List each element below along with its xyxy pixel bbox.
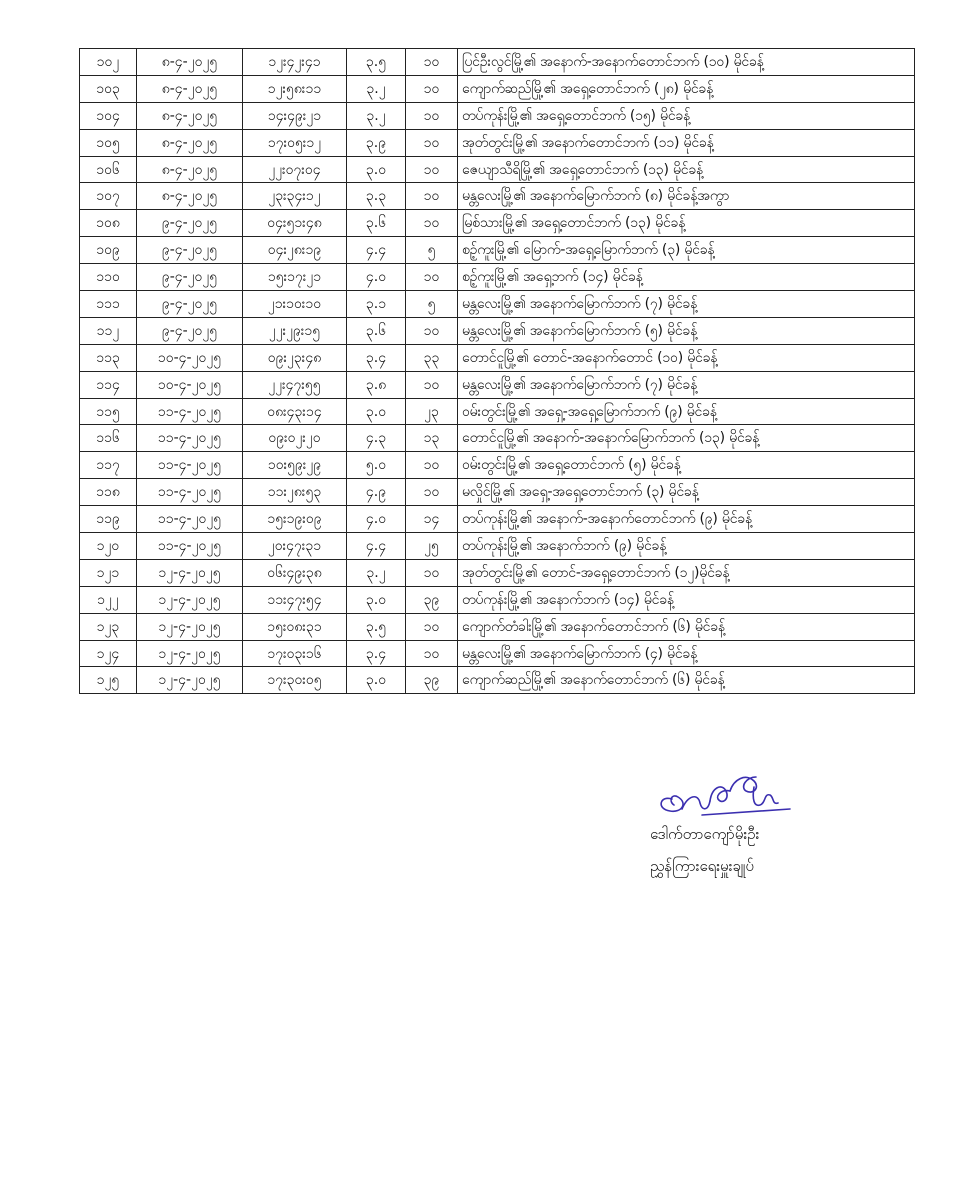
time-cell: ၂၂း၀၇း၀၄ (243, 156, 347, 183)
event-number-cell: ၁၁၆ (80, 425, 137, 452)
date-cell: ၁၁-၄-၂၀၂၅ (137, 533, 243, 560)
event-number-cell: ၁၂၅ (80, 667, 137, 694)
magnitude-cell: ၃.၀ (347, 667, 406, 694)
magnitude-cell: ၄.၄ (347, 533, 406, 560)
magnitude-cell: ၃.၈ (347, 371, 406, 398)
date-cell: ၁၁-၄-၂၀၂၅ (137, 452, 243, 479)
location-cell: စဥ့်ကူးမြို့၏ မြောက်-အရှေ့မြောက်ဘက် (၃) မိုင်ခန့် (458, 237, 915, 264)
depth-cell: ၁၀ (406, 613, 458, 640)
date-cell: ၁၂-၄-၂၀၂၅ (137, 640, 243, 667)
table-row (80, 344, 915, 371)
table-row (80, 210, 915, 237)
location-cell: မန္တလေးမြို့၏ အနောက်မြောက်ဘက် (၇) မိုင်ခန့် (458, 291, 915, 318)
location-cell: ဝမ်းတွင်းမြို့၏ အရှေ့-အရှေ့မြောက်ဘက် (၉) မိုင်ခန့် (458, 398, 915, 425)
event-number-cell: ၁၁၁ (80, 291, 137, 318)
table-row (80, 613, 915, 640)
handwritten-signature (642, 765, 792, 827)
depth-cell: ၃၉ (406, 667, 458, 694)
time-cell: ၂၃း၃၄း၁၂ (243, 183, 347, 210)
event-number-cell: ၁၀၉ (80, 237, 137, 264)
location-cell: ဇေယျာသီရိမြို့၏ အရှေ့တောင်ဘက် (၁၃) မိုင်ခန့် (458, 156, 915, 183)
location-cell: တောင်ငူမြို့၏ တောင်-အနောက်တောင် (၁၀) မိုင်ခန့် (458, 344, 915, 371)
magnitude-cell: ၄.၀ (347, 506, 406, 533)
event-number-cell: ၁၀၆ (80, 156, 137, 183)
date-cell: ၉-၄-၂၀၂၅ (137, 291, 243, 318)
date-cell: ၉-၄-၂၀၂၅ (137, 317, 243, 344)
depth-cell: ၁၀ (406, 452, 458, 479)
depth-cell: ၅ (406, 291, 458, 318)
event-number-cell: ၁၀၈ (80, 210, 137, 237)
magnitude-cell: ၃.၄ (347, 640, 406, 667)
signatory-title: ညွှန်ကြားရေးမှူးချုပ် (650, 857, 754, 875)
magnitude-cell: ၃.၃ (347, 183, 406, 210)
date-cell: ၁၂-၄-၂၀၂၅ (137, 667, 243, 694)
table-row (80, 183, 915, 210)
event-number-cell: ၁၀၅ (80, 129, 137, 156)
time-cell: ၂၁း၁၀း၁၀ (243, 291, 347, 318)
date-cell: ၁၁-၄-၂၀၂၅ (137, 425, 243, 452)
depth-cell: ၁၀ (406, 371, 458, 398)
magnitude-cell: ၃.၉ (347, 129, 406, 156)
date-cell: ၁၀-၄-၂၀၂၅ (137, 344, 243, 371)
event-number-cell: ၁၂၂ (80, 586, 137, 613)
depth-cell: ၂၅ (406, 533, 458, 560)
event-number-cell: ၁၀၄ (80, 102, 137, 129)
time-cell: ၁၇း၀၃း၁၆ (243, 640, 347, 667)
table-row (80, 506, 915, 533)
date-cell: ၈-၄-၂၀၂၅ (137, 183, 243, 210)
date-cell: ၁၂-၄-၂၀၂၅ (137, 613, 243, 640)
table-row (80, 291, 915, 318)
location-cell: မြစ်သားမြို့၏ အရှေ့တောင်ဘက် (၁၃) မိုင်ခန့် (458, 210, 915, 237)
earthquake-table (79, 48, 915, 694)
table-row (80, 559, 915, 586)
magnitude-cell: ၃.၁ (347, 291, 406, 318)
magnitude-cell: ၃.၀ (347, 398, 406, 425)
date-cell: ၈-၄-၂၀၂၅ (137, 102, 243, 129)
date-cell: ၉-၄-၂၀၂၅ (137, 264, 243, 291)
depth-cell: ၁၀ (406, 264, 458, 291)
location-cell: တပ်ကုန်းမြို့၏ အရှေ့တောင်ဘက် (၁၅) မိုင်ခန့် (458, 102, 915, 129)
table-row (80, 102, 915, 129)
table-row (80, 398, 915, 425)
time-cell: ၀၉း၀၂း၂၀ (243, 425, 347, 452)
magnitude-cell: ၄.၉ (347, 479, 406, 506)
event-number-cell: ၁၁၅ (80, 398, 137, 425)
table-row (80, 586, 915, 613)
time-cell: ၁၁း၄၇း၅၄ (243, 586, 347, 613)
location-cell: မန္တလေးမြို့၏ အနောက်မြောက်ဘက် (၇) မိုင်ခန့် (458, 371, 915, 398)
depth-cell: ၁၀ (406, 102, 458, 129)
date-cell: ၈-၄-၂၀၂၅ (137, 156, 243, 183)
depth-cell: ၁၄ (406, 506, 458, 533)
date-cell: ၈-၄-၂၀၂၅ (137, 49, 243, 76)
time-cell: ၁၂း၄၂း၄၁ (243, 49, 347, 76)
time-cell: ၁၅း၁၇း၂၁ (243, 264, 347, 291)
table-row (80, 425, 915, 452)
event-number-cell: ၁၁၈ (80, 479, 137, 506)
location-cell: မလှိုင်မြို့၏ အရှေ့-အရှေ့တောင်ဘက် (၃) မိုင်ခန့် (458, 479, 915, 506)
location-cell: တောင်ငူမြို့၏ အနောက်-အနောက်မြောက်ဘက် (၁၃) မိုင်ခန့် (458, 425, 915, 452)
time-cell: ၂၂း၄၇း၅၅ (243, 371, 347, 398)
earthquake-table-body (80, 49, 915, 694)
date-cell: ၉-၄-၂၀၂၅ (137, 210, 243, 237)
date-cell: ၁၁-၄-၂၀၂၅ (137, 506, 243, 533)
magnitude-cell: ၅.၀ (347, 452, 406, 479)
time-cell: ၁၁း၂၈း၅၃ (243, 479, 347, 506)
event-number-cell: ၁၀၃ (80, 75, 137, 102)
event-number-cell: ၁၁၃ (80, 344, 137, 371)
event-number-cell: ၁၁၂ (80, 317, 137, 344)
signature-block (640, 765, 840, 890)
date-cell: ၉-၄-၂၀၂၅ (137, 237, 243, 264)
magnitude-cell: ၃.၂ (347, 559, 406, 586)
date-cell: ၈-၄-၂၀၂၅ (137, 129, 243, 156)
date-cell: ၁၂-၄-၂၀၂၅ (137, 586, 243, 613)
location-cell: ဝမ်းတွင်းမြို့၏ အရှေ့တောင်ဘက် (၅) မိုင်ခန့် (458, 452, 915, 479)
magnitude-cell: ၄.၀ (347, 264, 406, 291)
magnitude-cell: ၃.၄ (347, 344, 406, 371)
event-number-cell: ၁၁၀ (80, 264, 137, 291)
depth-cell: ၁၀ (406, 129, 458, 156)
date-cell: ၈-၄-၂၀၂၅ (137, 75, 243, 102)
depth-cell: ၁၃ (406, 425, 458, 452)
time-cell: ၁၇း၃၀း၀၅ (243, 667, 347, 694)
time-cell: ၀၈း၄၃း၁၄ (243, 398, 347, 425)
table-row (80, 75, 915, 102)
table-row (80, 667, 915, 694)
depth-cell: ၁၀ (406, 559, 458, 586)
location-cell: မန္တလေးမြို့၏ အနောက်မြောက်ဘက် (၅) မိုင်ခန့် (458, 317, 915, 344)
magnitude-cell: ၃.၆ (347, 317, 406, 344)
date-cell: ၁၁-၄-၂၀၂၅ (137, 479, 243, 506)
depth-cell: ၁၀ (406, 479, 458, 506)
depth-cell: ၃၃ (406, 344, 458, 371)
event-number-cell: ၁၂၁ (80, 559, 137, 586)
time-cell: ၁၅း၁၉း၀၉ (243, 506, 347, 533)
table-row (80, 371, 915, 398)
magnitude-cell: ၃.၂ (347, 75, 406, 102)
time-cell: ၀၆း၄၉း၃၈ (243, 559, 347, 586)
table-row (80, 452, 915, 479)
event-number-cell: ၁၀၇ (80, 183, 137, 210)
table-row (80, 129, 915, 156)
time-cell: ၀၉း၂၃း၄၈ (243, 344, 347, 371)
location-cell: တပ်ကုန်းမြို့၏ အနောက်ဘက် (၉) မိုင်ခန့် (458, 533, 915, 560)
location-cell: ပြင်ဦးလွင်မြို့၏ အနောက်-အနောက်တောင်ဘက် (၁၀) မိုင်ခန့် (458, 49, 915, 76)
depth-cell: ၁၀ (406, 640, 458, 667)
depth-cell: ၁၀ (406, 183, 458, 210)
location-cell: တပ်ကုန်းမြို့၏ အနောက်-အနောက်တောင်ဘက် (၉) မိုင်ခန့် (458, 506, 915, 533)
location-cell: အုတ်တွင်းမြို့၏ တောင်-အရှေ့တောင်ဘက် (၁၂)မိုင်ခန့် (458, 559, 915, 586)
table-row (80, 640, 915, 667)
depth-cell: ၁၀ (406, 210, 458, 237)
event-number-cell: ၁၁၄ (80, 371, 137, 398)
location-cell: အုတ်တွင်းမြို့၏ အနောက်တောင်ဘက် (၁၁) မိုင်ခန့် (458, 129, 915, 156)
time-cell: ၁၀း၅၉း၂၉ (243, 452, 347, 479)
time-cell: ၁၅း၀၈း၃၁ (243, 613, 347, 640)
event-number-cell: ၁၂၄ (80, 640, 137, 667)
magnitude-cell: ၃.၆ (347, 210, 406, 237)
location-cell: ကျောက်ဆည်မြို့၏ အနောက်တောင်ဘက် (၆) မိုင်ခန့် (458, 667, 915, 694)
time-cell: ၀၄း၂၈း၁၉ (243, 237, 347, 264)
date-cell: ၁၁-၄-၂၀၂၅ (137, 398, 243, 425)
magnitude-cell: ၄.၄ (347, 237, 406, 264)
table-row (80, 49, 915, 76)
time-cell: ၁၄း၄၉း၂၁ (243, 102, 347, 129)
location-cell: ကျောက်ဆည်မြို့၏ အရှေ့တောင်ဘက် (၂၈) မိုင်ခန့် (458, 75, 915, 102)
location-cell: ကျောက်တံခါးမြို့၏ အနောက်တောင်ဘက် (၆) မိုင်ခန့် (458, 613, 915, 640)
table-row (80, 479, 915, 506)
event-number-cell: ၁၂၀ (80, 533, 137, 560)
time-cell: ၁၂း၅၈း၁၁ (243, 75, 347, 102)
table-row (80, 156, 915, 183)
location-cell: တပ်ကုန်းမြို့၏ အနောက်ဘက် (၁၄) မိုင်ခန့် (458, 586, 915, 613)
event-number-cell: ၁၁၇ (80, 452, 137, 479)
magnitude-cell: ၃.၀ (347, 586, 406, 613)
table-row (80, 264, 915, 291)
time-cell: ၁၇း၀၅း၁၂ (243, 129, 347, 156)
depth-cell: ၂၃ (406, 398, 458, 425)
magnitude-cell: ၃.၂ (347, 102, 406, 129)
location-cell: မန္တလေးမြို့၏ အနောက်မြောက်ဘက် (၄) မိုင်ခန့် (458, 640, 915, 667)
depth-cell: ၃၉ (406, 586, 458, 613)
magnitude-cell: ၃.၀ (347, 156, 406, 183)
depth-cell: ၅ (406, 237, 458, 264)
table-row (80, 237, 915, 264)
magnitude-cell: ၄.၃ (347, 425, 406, 452)
magnitude-cell: ၃.၅ (347, 613, 406, 640)
date-cell: ၁၀-၄-၂၀၂၅ (137, 371, 243, 398)
location-cell: မန္တလေးမြို့၏ အနောက်မြောက်ဘက် (၈) မိုင်ခန့်အကွာ (458, 183, 915, 210)
time-cell: ၂၀း၄၇း၃၁ (243, 533, 347, 560)
depth-cell: ၁၀ (406, 317, 458, 344)
date-cell: ၁၂-၄-၂၀၂၅ (137, 559, 243, 586)
time-cell: ၂၂း၂၉း၁၅ (243, 317, 347, 344)
depth-cell: ၁၀ (406, 156, 458, 183)
depth-cell: ၁၀ (406, 75, 458, 102)
table-row (80, 317, 915, 344)
event-number-cell: ၁၀၂ (80, 49, 137, 76)
signatory-name: ဒေါက်တာကျော်မိုးဦး (650, 825, 760, 843)
event-number-cell: ၁၁၉ (80, 506, 137, 533)
depth-cell: ၁၀ (406, 49, 458, 76)
table-row (80, 533, 915, 560)
magnitude-cell: ၃.၅ (347, 49, 406, 76)
event-number-cell: ၁၂၃ (80, 613, 137, 640)
location-cell: စဥ့်ကူးမြို့၏ အရှေ့ဘက် (၁၄) မိုင်ခန့် (458, 264, 915, 291)
time-cell: ၀၄း၅၁း၄၈ (243, 210, 347, 237)
